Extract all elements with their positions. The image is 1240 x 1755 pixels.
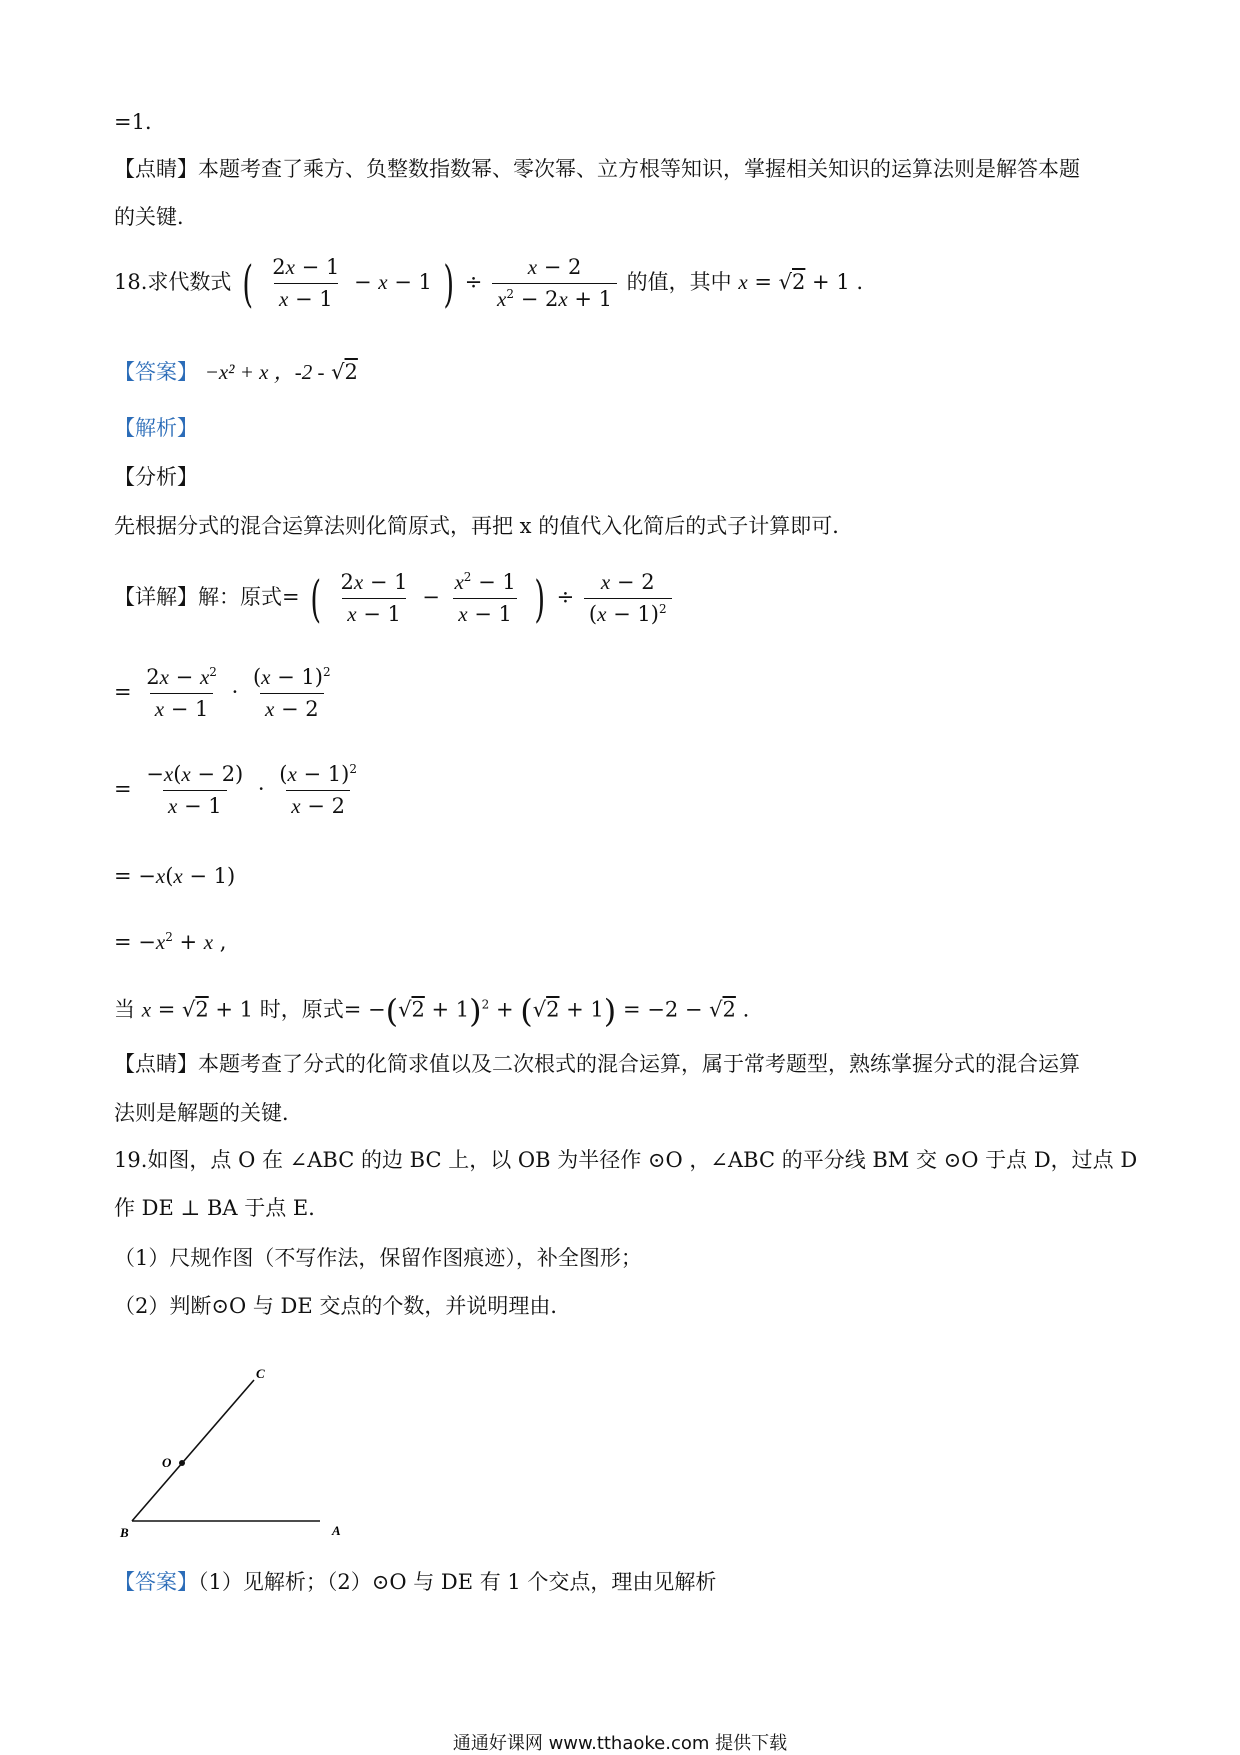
ray-bc (132, 1380, 254, 1521)
answer-18: 【答案】 −x² + x ，-2 - √2 (114, 360, 358, 384)
point-o (179, 1460, 185, 1466)
geometry-figure (110, 1340, 360, 1540)
dianjing-1-cont: 的关键． (114, 205, 198, 229)
answer-text: −x² + x ，-2 - (204, 360, 325, 384)
dianjing-1: 【点睛】本题考查了乘方、负整数指数幂、零次幂、立方根等知识，掌握相关知识的运算法则是解答本题 (114, 157, 1080, 181)
question-19-part2: （2）判断⊙O 与 DE 交点的个数，并说明理由． (114, 1294, 572, 1318)
answer2-tag: 【答案】 (114, 1570, 198, 1594)
dang-label: 当 (114, 997, 135, 1022)
footer: 通通好课网 www.tthaoke.com 提供下载 (452, 1733, 788, 1754)
step-4: = $-x^2 + x$ , (114, 930, 227, 954)
label-a: A (332, 1523, 341, 1538)
question-18: 18.求代数式 ( $\frac{2x - 1}{x - 1}$ − x − 1 ) ÷ $\frac{x - 2}{x^2 - 2x + 1}$ 的值，其中 x = √2 + 1 . (114, 254, 864, 313)
fenxi-text: 先根据分式的混合运算法则化简原式，再把 x 的值代入化简后的式子计算即可． (114, 514, 854, 538)
shi-label: 时，原式= (259, 997, 362, 1022)
step-3: = −x(x − 1) (114, 864, 236, 888)
xiangjie-line: 【详解】解：原式= ( $\frac{2x - 1}{x - 1}$ − $\frac{x^2 - 1}{x - 1}$ ) ÷ $\frac{x - 2}{(x - 1)^2}$ (114, 570, 675, 627)
question-19-cont: 作 DE ⊥ BA 于点 E． (114, 1196, 330, 1220)
fenxi-tag: 【分析】 (114, 465, 198, 489)
label-b: B (120, 1525, 129, 1540)
substitution-line: 当 x = √2 + 1 时，原式= $-(√2 + 1)^2 + (√2 + 1) = -2 - √2$ . (114, 992, 750, 1030)
question-19: 19.如图，点 O 在 ∠ABC 的边 BC 上，以 OB 为半径作 ⊙O ，∠ABC 的平分线 BM 交 ⊙O 于点 D，过点 D (114, 1148, 1138, 1172)
question-19-part1: （1）尺规作图（不写作法，保留作图痕迹），补全图形； (114, 1246, 642, 1270)
answer2-text: （1）见解析；（2）⊙O 与 DE 有 1 个交点，理由见解析 (198, 1570, 717, 1594)
xiangjie-label: 【详解】解：原式= (114, 585, 300, 610)
q18-suffix: 的值，其中 (626, 270, 732, 295)
q18-prefix: 18.求代数式 (114, 270, 232, 295)
step-1: = $\frac{2x - x^2}{x - 1}$ · $\frac{(x - 1)^2}{x - 2}$ (114, 665, 331, 722)
answer-19 (114, 1570, 716, 1595)
jiexi-tag: 【解析】 (114, 416, 198, 440)
answer-tag: 【答案】 (114, 360, 198, 384)
label-c: C (256, 1366, 265, 1381)
line-result: =1． (114, 110, 166, 134)
dianjing-2-cont: 法则是解题的关键． (114, 1101, 303, 1125)
dianjing-2: 【点睛】本题考查了分式的化简求值以及二次根式的混合运算，属于常考题型，熟练掌握分式的混合运算 (114, 1052, 1080, 1076)
label-o: O (162, 1455, 172, 1470)
step-2: = $\frac{-x(x - 2)}{x - 1}$ · $\frac{(x - 1)^2}{x - 2}$ (114, 762, 357, 819)
